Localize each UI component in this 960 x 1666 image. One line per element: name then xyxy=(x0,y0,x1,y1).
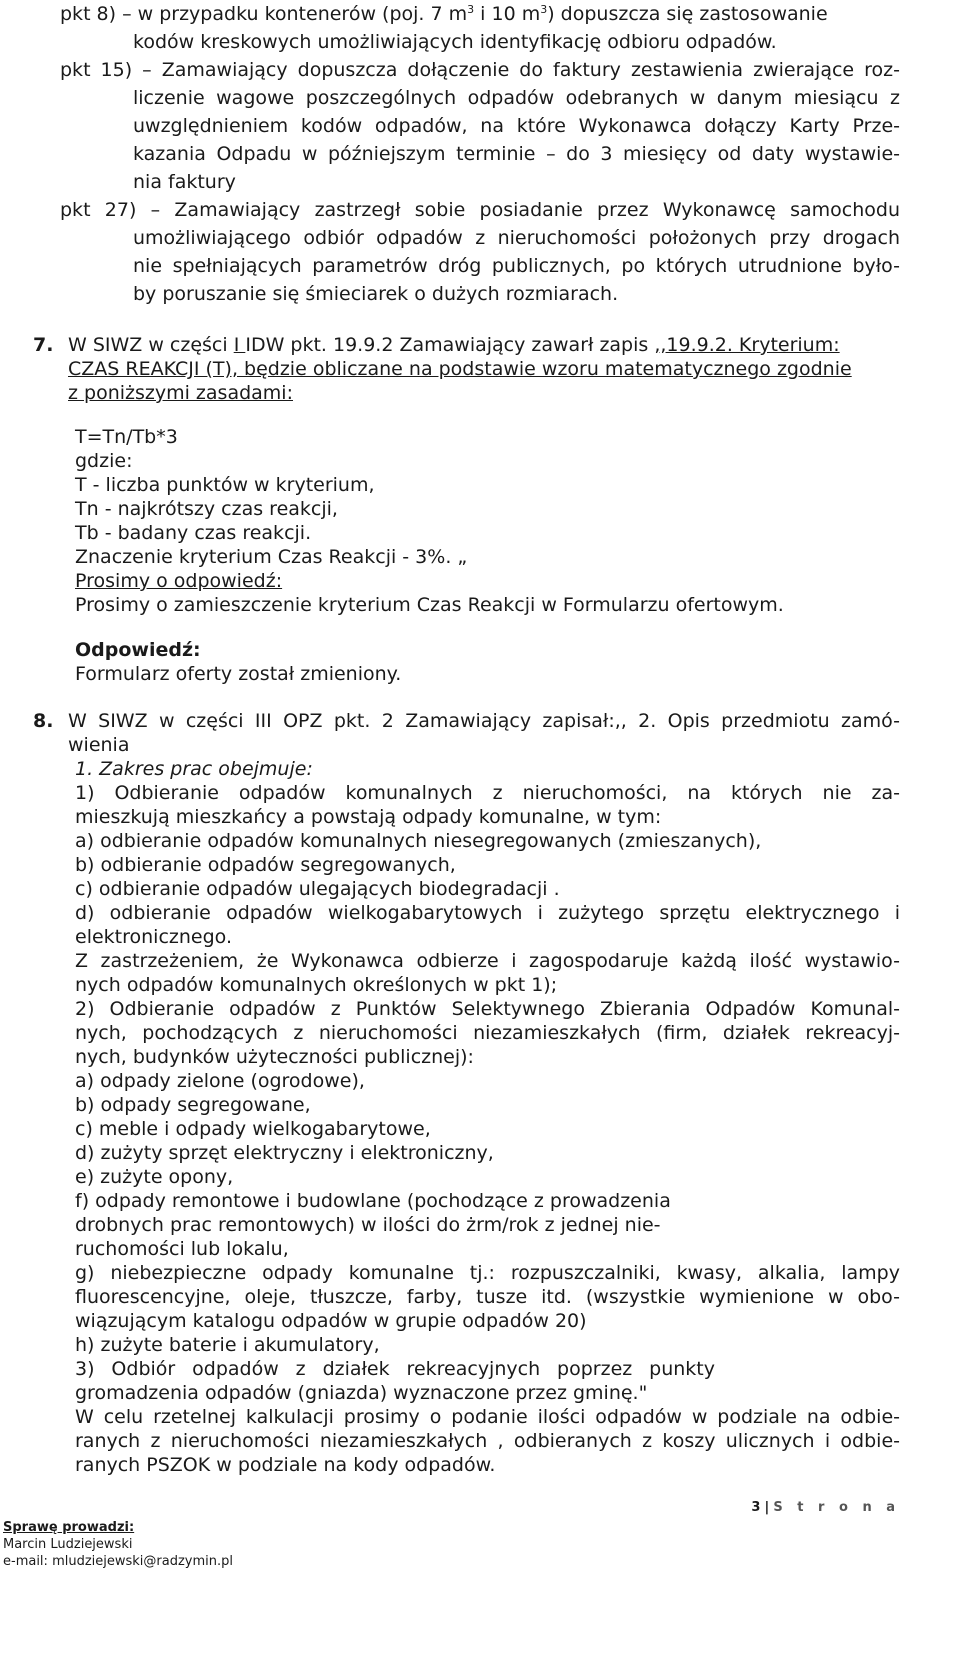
formula-line: T - liczba punktów w kryterium, xyxy=(75,474,375,496)
pkt27-line: umożliwiającego odbiór odpadów z nieruchomości położonych przy drogach xyxy=(133,227,900,249)
handled-by-name: Marcin Ludziejewski xyxy=(3,1537,133,1552)
item8-text-line: nych, pochodzących z nieruchomości niezamieszkałych (firm, działek rekreacyj- xyxy=(75,1022,900,1044)
formula-line: Tn - najkrótszy czas reakcji, xyxy=(75,498,338,520)
page-number: 3 | S t r o n a xyxy=(751,1500,900,1515)
answer-text: Formularz oferty został zmieniony. xyxy=(75,663,402,685)
formula-line: T=Tn/Tb*3 xyxy=(75,426,178,448)
answer-label: Odpowiedź: xyxy=(75,639,201,661)
pkt27-line: pkt 27) – Zamawiający zastrzegł sobie posiadanie przez Wykonawcę samochodu xyxy=(60,199,900,221)
item8-text-line: fluorescencyjne, oleje, tłuszcze, farby, tusze itd. (wszystkie wymienione w obo- xyxy=(75,1286,900,1308)
handled-by-label: Sprawę prowadzi: xyxy=(3,1520,135,1535)
item7-line3: z poniższymi zasadami: xyxy=(68,382,293,404)
email-line: e-mail: mludziejewski@radzymin.pl xyxy=(3,1554,234,1569)
item8-text-line: 2) Odbieranie odpadów z Punktów Selektywnego Zbierania Odpadów Komunal- xyxy=(75,998,900,1020)
item8-text-line: gromadzenia odpadów (gniazda) wyznaczone przez gminę." xyxy=(75,1382,648,1404)
item8-text-line: 3) Odbiór odpadów z działek rekreacyjnych poprzez punkty xyxy=(75,1358,715,1380)
item8-text-line: ruchomości lub lokalu, xyxy=(75,1238,289,1260)
pkt8-line2: kodów kreskowych umożliwiających identyfikację odbioru odpadów. xyxy=(133,31,777,53)
item8-text-line: nych, budynków użyteczności publicznej): xyxy=(75,1046,474,1068)
item8-text-line: h) zużyte baterie i akumulatory, xyxy=(75,1334,380,1356)
item7-number: 7. xyxy=(33,334,54,356)
item7-line1: W SIWZ w części I IDW pkt. 19.9.2 Zamawiający zawarł zapis ,,19.9.2. Kryterium: xyxy=(68,334,840,356)
item8-text-line: wiązującym katalogu odpadów w grupie odpadów 20) xyxy=(75,1310,587,1332)
item8-text-line: elektronicznego. xyxy=(75,926,232,948)
formula-line: Znaczenie kryterium Czas Reakcji - 3%. „ xyxy=(75,546,468,568)
item8-text-line: f) odpady remontowe i budowlane (pochodzące z prowadzenia xyxy=(75,1190,671,1212)
pkt15-line: liczenie wagowe poszczególnych odpadów odebranych w danym miesiącu z xyxy=(133,87,900,109)
item8-text-line: e) zużyte opony, xyxy=(75,1166,234,1188)
request-label: Prosimy o odpowiedź: xyxy=(75,570,283,592)
pkt8-line1: pkt 8) – w przypadku kontenerów (poj. 7 $m^3$ i 10 $m^3$) dopuszcza się zastosowanie xyxy=(60,3,828,25)
pkt15-line: kazania Odpadu w późniejszym terminie – do 3 miesięcy od daty wystawie- xyxy=(133,143,900,165)
item8-text-line: g) niebezpieczne odpady komunalne tj.: rozpuszczalniki, kwasy, alkalia, lampy xyxy=(75,1262,900,1284)
pkt27-line: nie spełniających parametrów dróg publicznych, po których utrudnione było- xyxy=(133,255,900,277)
pkt15-line: pkt 15) – Zamawiający dopuszcza dołączenie do faktury zestawienia zwierające roz- xyxy=(60,59,900,81)
item8-text-line: Z zastrzeżeniem, że Wykonawca odbierze i zagospodaruje każdą ilość wystawio- xyxy=(75,950,900,972)
scope-heading: 1. Zakres prac obejmuje: xyxy=(75,758,313,780)
pkt27-line: by poruszanie się śmieciarek o dużych rozmiarach. xyxy=(133,283,619,305)
formula-line: Tb - badany czas reakcji. xyxy=(75,522,312,544)
item8-text-line: W celu rzetelnej kalkulacji prosimy o podanie ilości odpadów w podziale na odbie- xyxy=(75,1406,900,1428)
item8-text-line: 1) Odbieranie odpadów komunalnych z nieruchomości, na których nie za- xyxy=(75,782,900,804)
item8-text-line: c) meble i odpady wielkogabarytowe, xyxy=(75,1118,431,1140)
item8-text-line: b) odpady segregowane, xyxy=(75,1094,311,1116)
item7-line2: CZAS REAKCJI (T), będzie obliczane na podstawie wzoru matematycznego zgodnie xyxy=(68,358,852,380)
item8-text-line: ranych z nieruchomości niezamieszkałych , odbieranych z koszy ulicznych i odbie- xyxy=(75,1430,900,1452)
item8-line2: wienia xyxy=(68,734,130,756)
item8-line1: W SIWZ w części III OPZ pkt. 2 Zamawiający zapisał:,, 2. Opis przedmiotu zamó- xyxy=(68,710,900,732)
email-link[interactable]: mludziejewski@radzymin.pl xyxy=(52,1554,234,1569)
item8-text-line: a) odpady zielone (ogrodowe), xyxy=(75,1070,365,1092)
item8-text-line: a) odbieranie odpadów komunalnych niesegregowanych (zmieszanych), xyxy=(75,830,762,852)
item8-number: 8. xyxy=(33,710,54,732)
item8-text-line: b) odbieranie odpadów segregowanych, xyxy=(75,854,456,876)
pkt15-line: uwzględnieniem kodów odpadów, na które Wykonawca dołączy Karty Prze- xyxy=(133,115,900,137)
item8-text-line: d) zużyty sprzęt elektryczny i elektroniczny, xyxy=(75,1142,494,1164)
formula-line: gdzie: xyxy=(75,450,133,472)
item8-text-line: drobnych prac remontowych) w ilości do żrm/rok z jednej nie- xyxy=(75,1214,661,1236)
item8-text-line: ranych PSZOK w podziale na kody odpadów. xyxy=(75,1454,496,1476)
item8-text-line: c) odbieranie odpadów ulegających biodegradacji . xyxy=(75,878,560,900)
item8-text-line: d) odbieranie odpadów wielkogabarytowych i zużytego sprzętu elektrycznego i xyxy=(75,902,900,924)
pkt15-line: nia faktury xyxy=(133,171,236,193)
request-text: Prosimy o zamieszczenie kryterium Czas Reakcji w Formularzu ofertowym. xyxy=(75,594,784,616)
item8-text-line: nych odpadów komunalnych określonych w pkt 1); xyxy=(75,974,558,996)
item8-text-line: mieszkują mieszkańcy a powstają odpady komunalne, w tym: xyxy=(75,806,662,828)
